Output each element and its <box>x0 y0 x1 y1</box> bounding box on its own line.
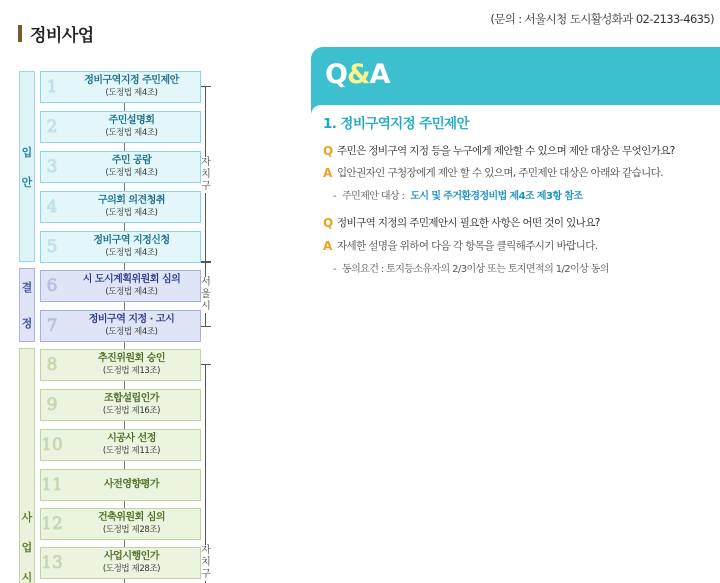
step-number: 6 <box>46 276 58 296</box>
step-title: 시 도시계획위원회 심의 <box>82 274 181 285</box>
step-number: 1 <box>46 77 58 97</box>
step-number: 11 <box>41 475 63 495</box>
step-law: (도정법 제28조) <box>102 525 161 535</box>
a-mark-icon: A <box>323 238 332 253</box>
flow-step-2[interactable] <box>40 111 201 143</box>
flow-step-1[interactable] <box>40 71 201 103</box>
detail-label[interactable]: 동의요건 : 토지등소유자의 2/3이상 또는 토지면적의 1/2이상 동의 <box>342 264 609 275</box>
step-title: 추진위원회 승인 <box>97 353 166 364</box>
phase-char: 안 <box>21 175 33 189</box>
flow-step-5[interactable] <box>40 231 201 263</box>
answer-text: 자세한 설명을 위하여 다음 각 항목을 클릭해주시기 바랍니다. <box>337 240 598 252</box>
step-title: 조합설립인가 <box>104 393 159 404</box>
step-law: (도정법 제13조) <box>102 366 161 376</box>
flow-step-6[interactable] <box>40 270 201 302</box>
step-law: (도정법 제11조) <box>102 446 161 456</box>
phase-char: 시 <box>21 571 33 583</box>
flow-step-3[interactable] <box>40 151 201 183</box>
flow-step-10[interactable] <box>40 429 201 461</box>
step-law: (도정법 제4조) <box>105 287 158 297</box>
phase-ipan-label <box>19 71 35 262</box>
page-title-text: 정비사업 <box>30 25 94 46</box>
qa-body <box>311 105 720 583</box>
step-law: (도정법 제28조) <box>102 564 161 574</box>
flow-step-12[interactable] <box>40 508 201 540</box>
law-reference-link[interactable]: 도시 및 주거환경정비법 제4조 제3항 참조 <box>410 191 583 202</box>
phase-char: 업 <box>21 541 33 554</box>
step-number: 7 <box>46 316 58 336</box>
question-text: 정비구역 지정의 주민제안시 필요한 사항은 어떤 것이 있나요? <box>337 217 600 229</box>
answer-1 <box>323 165 663 180</box>
step-number: 5 <box>46 237 58 257</box>
question-2 <box>323 215 600 230</box>
answer-2 <box>323 238 597 253</box>
qa-section-title: 1. 정비구역지정 주민제안 <box>323 116 469 132</box>
step-title: 정비구역지정 주민제안 <box>84 75 179 86</box>
step-number: 4 <box>46 197 58 217</box>
step-law: (도정법 제4조) <box>105 128 158 138</box>
qa-logo-a: A <box>369 59 390 90</box>
flow-step-4[interactable] <box>40 191 201 223</box>
a-mark-icon: A <box>323 165 332 180</box>
flow-step-8[interactable] <box>40 349 201 381</box>
step-title: 사업시행인가 <box>104 551 159 562</box>
step-number: 3 <box>46 157 58 177</box>
bullet-dash: - <box>333 264 337 275</box>
flow-step-11[interactable] <box>40 469 201 501</box>
title-accent-bar <box>18 25 22 42</box>
phase-gyeol-label <box>19 268 35 342</box>
flow-step-13[interactable] <box>40 547 201 579</box>
phase-char: 결 <box>21 281 33 294</box>
question-text: 주민은 정비구역 지정 등을 누구에게 제안할 수 있으며 제안 대상은 무엇인가요? <box>337 145 675 157</box>
step-law: (도정법 제4조) <box>105 248 158 258</box>
qa-logo-amp: & <box>346 59 370 90</box>
step-number: 13 <box>41 553 63 573</box>
step-title: 정비구역 지정 · 고시 <box>88 314 175 325</box>
qa-panel <box>311 47 720 583</box>
step-law: (도정법 제16조) <box>102 406 161 416</box>
flow-step-7[interactable] <box>40 310 201 342</box>
contact-info: (문의 : 서울시청 도시활성화과 02-2133-4635) <box>490 12 714 26</box>
phase-char: 정 <box>21 317 33 330</box>
step-law: (도정법 제4조) <box>105 208 158 218</box>
answer-detail-2 <box>333 260 609 275</box>
flow-step-9[interactable] <box>40 389 201 421</box>
step-title: 사전영향평가 <box>104 479 159 490</box>
step-law: (도정법 제4조) <box>105 168 158 178</box>
page-title <box>18 22 94 44</box>
seoul-label: 서울시 <box>201 277 211 312</box>
jachigu-label-1: 자치구 <box>201 157 211 192</box>
phase-saup-label <box>19 348 35 583</box>
step-number: 9 <box>46 395 58 415</box>
step-law: (도정법 제4조) <box>105 327 158 337</box>
step-title: 건축위원회 심의 <box>97 512 166 523</box>
answer-detail-1 <box>333 187 582 202</box>
step-number: 8 <box>46 355 58 375</box>
qa-logo <box>325 59 389 90</box>
step-title: 정비구역 지정신청 <box>93 235 170 246</box>
step-number: 12 <box>41 514 63 534</box>
q-mark-icon: Q <box>323 143 333 158</box>
step-law: (도정법 제4조) <box>105 88 158 98</box>
question-1 <box>323 143 675 158</box>
step-number: 2 <box>46 117 58 137</box>
jachigu-label-2: 자치구 <box>201 545 211 580</box>
step-title: 구의회 의견청취 <box>97 195 166 206</box>
phase-char: 입 <box>21 145 33 159</box>
detail-label: 주민제안 대상 : <box>342 191 405 202</box>
phase-char: 사 <box>21 511 33 524</box>
step-title: 주민설명회 <box>108 115 155 126</box>
q-mark-icon: Q <box>323 215 333 230</box>
step-title: 시공사 선정 <box>107 433 156 444</box>
step-title: 주민 공람 <box>111 155 152 166</box>
answer-text: 입안권자인 구청장에게 제안 할 수 있으며, 주민제안 대상은 아래와 같습니다. <box>337 167 663 179</box>
qa-logo-q: Q <box>325 59 347 90</box>
step-number: 10 <box>41 435 63 455</box>
bullet-dash: - <box>333 191 337 202</box>
